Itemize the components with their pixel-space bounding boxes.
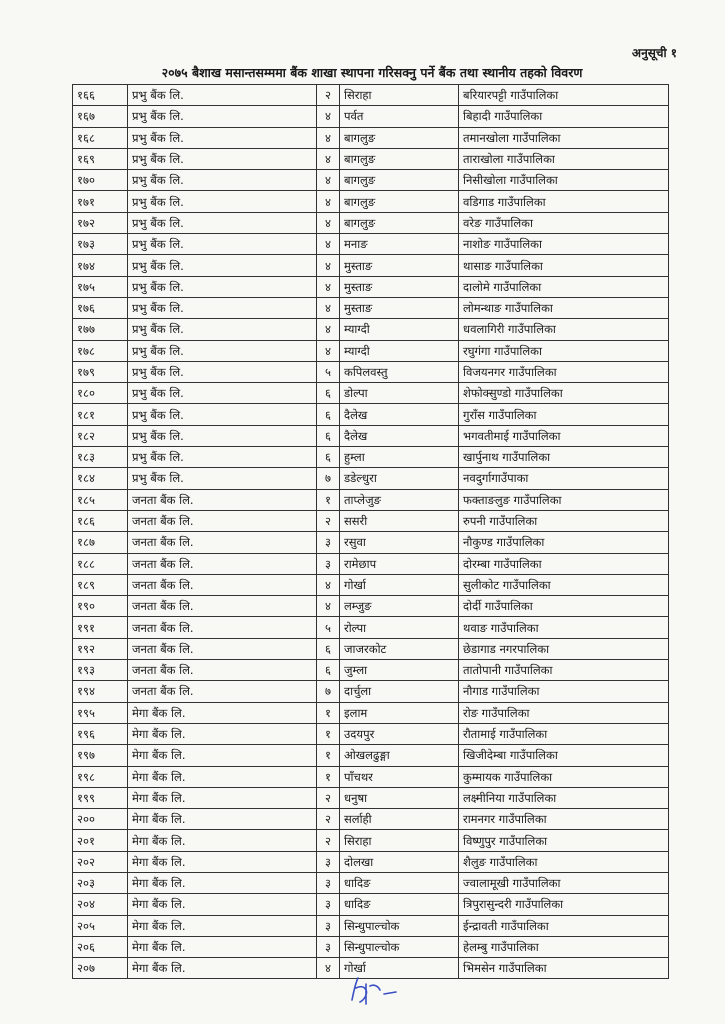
table-row <box>73 85 669 106</box>
table-row <box>73 191 669 212</box>
province-number-cell: ४ <box>317 255 340 276</box>
province-number-cell: ४ <box>317 191 340 212</box>
province-number-cell: ४ <box>317 212 340 233</box>
province-number-cell: ४ <box>317 106 340 127</box>
bank-name-cell: प्रभु बैंक लि. <box>128 255 317 276</box>
table-row <box>73 574 669 595</box>
local-level-cell: फक्ताङलुङ गाउँपालिका <box>459 489 669 510</box>
bank-name-cell: प्रभु बैंक लि. <box>128 276 317 297</box>
bank-name-cell: प्रभु बैंक लि. <box>128 319 317 340</box>
serial-number-cell: १८२ <box>73 425 128 446</box>
province-number-cell: १ <box>317 745 340 766</box>
bank-name-cell: प्रभु बैंक लि. <box>128 383 317 404</box>
district-cell: जाजरकोट <box>340 638 459 659</box>
bank-name-cell: मेगा बैंक लि. <box>128 851 317 872</box>
bank-name-cell: मेगा बैंक लि. <box>128 702 317 723</box>
serial-number-cell: २०७ <box>73 958 128 979</box>
local-level-cell: वरेङ गाउँपालिका <box>459 212 669 233</box>
table-row <box>73 489 669 510</box>
table-row <box>73 170 669 191</box>
province-number-cell: ७ <box>317 681 340 702</box>
serial-number-cell: १९९ <box>73 787 128 808</box>
district-cell: बागलुङ <box>340 148 459 169</box>
table-row <box>73 596 669 617</box>
local-level-cell: दोरम्बा गाउँपालिका <box>459 553 669 574</box>
local-level-cell: त्रिपुरासुन्दरी गाउँपालिका <box>459 894 669 915</box>
province-number-cell: २ <box>317 510 340 531</box>
serial-number-cell: १८४ <box>73 468 128 489</box>
table-row <box>73 723 669 744</box>
serial-number-cell: १७२ <box>73 212 128 233</box>
district-cell: धादिङ <box>340 872 459 893</box>
bank-name-cell: जनता बैंक लि. <box>128 574 317 595</box>
local-level-cell: रघुगंगा गाउँपालिका <box>459 340 669 361</box>
local-level-cell: तातोपानी गाउँपालिका <box>459 660 669 681</box>
district-cell: ओखलढुङ्गा <box>340 745 459 766</box>
bank-name-cell: मेगा बैंक लि. <box>128 915 317 936</box>
province-number-cell: ४ <box>317 234 340 255</box>
bank-name-cell: मेगा बैंक लि. <box>128 745 317 766</box>
serial-number-cell: १७० <box>73 170 128 191</box>
district-cell: मनाङ <box>340 234 459 255</box>
local-level-cell: ज्वालामूखी गाउँपालिका <box>459 872 669 893</box>
serial-number-cell: २०२ <box>73 851 128 872</box>
serial-number-cell: १६७ <box>73 106 128 127</box>
table-row <box>73 745 669 766</box>
province-number-cell: ४ <box>317 596 340 617</box>
serial-number-cell: १९० <box>73 596 128 617</box>
province-number-cell: ६ <box>317 447 340 468</box>
district-cell: बागलुङ <box>340 127 459 148</box>
district-cell: धनुषा <box>340 787 459 808</box>
table-row <box>73 830 669 851</box>
table-row <box>73 319 669 340</box>
district-cell: रसुवा <box>340 532 459 553</box>
province-number-cell: २ <box>317 809 340 830</box>
table-row <box>73 127 669 148</box>
bank-name-cell: प्रभु बैंक लि. <box>128 404 317 425</box>
district-cell: गोर्खा <box>340 958 459 979</box>
table-row <box>73 425 669 446</box>
local-level-cell: रोङ गाउँपालिका <box>459 702 669 723</box>
bank-name-cell: मेगा बैंक लि. <box>128 830 317 851</box>
district-cell: डडेल्धुरा <box>340 468 459 489</box>
district-cell: डोल्पा <box>340 383 459 404</box>
local-level-cell: नौकुण्ड गाउँपालिका <box>459 532 669 553</box>
bank-name-cell: मेगा बैंक लि. <box>128 872 317 893</box>
bank-name-cell: मेगा बैंक लि. <box>128 809 317 830</box>
bank-name-cell: प्रभु बैंक लि. <box>128 361 317 382</box>
province-number-cell: ४ <box>317 148 340 169</box>
district-cell: मुस्ताङ <box>340 255 459 276</box>
province-number-cell: ४ <box>317 297 340 318</box>
table-row <box>73 297 669 318</box>
annex-label: अनुसूची १ <box>631 46 677 60</box>
province-number-cell: १ <box>317 723 340 744</box>
local-level-cell: ताराखोला गाउँपालिका <box>459 148 669 169</box>
table-row <box>73 148 669 169</box>
serial-number-cell: १७८ <box>73 340 128 361</box>
table-row <box>73 468 669 489</box>
local-level-cell: लोमन्थाङ गाउँपालिका <box>459 297 669 318</box>
local-level-cell: शैलुङ गाउँपालिका <box>459 851 669 872</box>
district-cell: सिराहा <box>340 85 459 106</box>
province-number-cell: ७ <box>317 468 340 489</box>
district-cell: धादिङ <box>340 894 459 915</box>
district-cell: उदयपुर <box>340 723 459 744</box>
local-level-cell: दालोमे गाउँपालिका <box>459 276 669 297</box>
bank-name-cell: प्रभु बैंक लि. <box>128 106 317 127</box>
serial-number-cell: १८५ <box>73 489 128 510</box>
local-level-cell: रुपनी गाउँपालिका <box>459 510 669 531</box>
district-cell: बागलुङ <box>340 191 459 212</box>
document-title: २०७५ बैशाख मसान्तसम्ममा बैंक शाखा स्थापना गरिसक्नु पर्ने बैंक तथा स्थानीय तहको विवरण <box>161 65 583 80</box>
local-level-cell: खार्पुनाथ गाउँपालिका <box>459 447 669 468</box>
serial-number-cell: १६८ <box>73 127 128 148</box>
district-cell: कपिलवस्तु <box>340 361 459 382</box>
local-level-cell: नवदुर्गागाउँपाका <box>459 468 669 489</box>
district-cell: बागलुङ <box>340 212 459 233</box>
table-row <box>73 638 669 659</box>
local-level-cell: नाशोङ गाउँपालिका <box>459 234 669 255</box>
local-level-cell: सुलीकोट गाउँपालिका <box>459 574 669 595</box>
serial-number-cell: १७६ <box>73 297 128 318</box>
district-cell: लम्जुङ <box>340 596 459 617</box>
local-level-cell: विष्णुपुर गाउँपालिका <box>459 830 669 851</box>
table-row <box>73 809 669 830</box>
bank-name-cell: जनता बैंक लि. <box>128 489 317 510</box>
serial-number-cell: १८१ <box>73 404 128 425</box>
local-level-cell: बरियारपट्टी गाउँपालिका <box>459 85 669 106</box>
serial-number-cell: १८० <box>73 383 128 404</box>
serial-number-cell: १७४ <box>73 255 128 276</box>
bank-name-cell: प्रभु बैंक लि. <box>128 468 317 489</box>
district-cell: इलाम <box>340 702 459 723</box>
local-level-cell: विजयनगर गाउँपालिका <box>459 361 669 382</box>
table-row <box>73 787 669 808</box>
district-cell: हुम्ला <box>340 447 459 468</box>
bank-name-cell: प्रभु बैंक लि. <box>128 148 317 169</box>
district-cell: जुम्ला <box>340 660 459 681</box>
table-row <box>73 340 669 361</box>
province-number-cell: ३ <box>317 894 340 915</box>
bank-name-cell: मेगा बैंक लि. <box>128 958 317 979</box>
local-level-cell: शेफोक्सुण्डो गाउँपालिका <box>459 383 669 404</box>
local-level-cell: कुम्मायक गाउँपालिका <box>459 766 669 787</box>
district-cell: ताप्लेजुङ <box>340 489 459 510</box>
serial-number-cell: १७१ <box>73 191 128 212</box>
bank-name-cell: प्रभु बैंक लि. <box>128 425 317 446</box>
district-cell: सिराहा <box>340 830 459 851</box>
local-level-cell: रामनगर गाउँपालिका <box>459 809 669 830</box>
serial-number-cell: १७३ <box>73 234 128 255</box>
serial-number-cell: १७७ <box>73 319 128 340</box>
province-number-cell: ६ <box>317 638 340 659</box>
serial-number-cell: १९५ <box>73 702 128 723</box>
signature-mark <box>344 974 404 1008</box>
district-cell: दार्चुला <box>340 681 459 702</box>
local-level-cell: नौगाड गाउँपालिका <box>459 681 669 702</box>
bank-name-cell: प्रभु बैंक लि. <box>128 234 317 255</box>
serial-number-cell: १९७ <box>73 745 128 766</box>
district-cell: मुस्ताङ <box>340 276 459 297</box>
district-cell: बागलुङ <box>340 170 459 191</box>
table-row <box>73 872 669 893</box>
district-cell: रोल्पा <box>340 617 459 638</box>
bank-name-cell: जनता बैंक लि. <box>128 617 317 638</box>
province-number-cell: २ <box>317 787 340 808</box>
local-level-cell: खिजीदेम्बा गाउँपालिका <box>459 745 669 766</box>
bank-name-cell: जनता बैंक लि. <box>128 638 317 659</box>
serial-number-cell: २०४ <box>73 894 128 915</box>
serial-number-cell: १९२ <box>73 638 128 659</box>
table-row <box>73 404 669 425</box>
district-cell: सर्लाही <box>340 809 459 830</box>
serial-number-cell: २०६ <box>73 936 128 957</box>
province-number-cell: ४ <box>317 574 340 595</box>
province-number-cell: ३ <box>317 553 340 574</box>
serial-number-cell: १७५ <box>73 276 128 297</box>
table-row <box>73 851 669 872</box>
province-number-cell: ६ <box>317 660 340 681</box>
bank-name-cell: जनता बैंक लि. <box>128 660 317 681</box>
bank-name-cell: मेगा बैंक लि. <box>128 894 317 915</box>
district-cell: सिन्धुपाल्चोक <box>340 936 459 957</box>
province-number-cell: ४ <box>317 127 340 148</box>
local-level-cell: हेलम्बु गाउँपालिका <box>459 936 669 957</box>
district-cell: दैलेख <box>340 425 459 446</box>
district-cell: पर्वत <box>340 106 459 127</box>
serial-number-cell: १८८ <box>73 553 128 574</box>
table-row <box>73 894 669 915</box>
province-number-cell: २ <box>317 830 340 851</box>
province-number-cell: ३ <box>317 872 340 893</box>
bank-name-cell: प्रभु बैंक लि. <box>128 127 317 148</box>
table-row <box>73 106 669 127</box>
local-level-cell: भगवतीमाई गाउँपालिका <box>459 425 669 446</box>
bank-name-cell: मेगा बैंक लि. <box>128 766 317 787</box>
local-level-cell: वडिगाड गाउँपालिका <box>459 191 669 212</box>
serial-number-cell: १९६ <box>73 723 128 744</box>
table-row <box>73 936 669 957</box>
table-row <box>73 532 669 553</box>
table-row <box>73 617 669 638</box>
local-level-cell: छेडागाड नगरपालिका <box>459 638 669 659</box>
province-number-cell: ५ <box>317 361 340 382</box>
serial-number-cell: २०० <box>73 809 128 830</box>
serial-number-cell: १९३ <box>73 660 128 681</box>
district-cell: दैलेख <box>340 404 459 425</box>
local-level-cell: धवलागिरी गाउँपालिका <box>459 319 669 340</box>
local-level-cell: थवाङ गाउँपालिका <box>459 617 669 638</box>
local-level-cell: रौतामाई गाउँपालिका <box>459 723 669 744</box>
serial-number-cell: १८६ <box>73 510 128 531</box>
serial-number-cell: १६६ <box>73 85 128 106</box>
table-row <box>73 383 669 404</box>
district-cell: रामेछाप <box>340 553 459 574</box>
district-cell: गोर्खा <box>340 574 459 595</box>
local-level-cell: भिमसेन गाउँपालिका <box>459 958 669 979</box>
bank-name-cell: प्रभु बैंक लि. <box>128 340 317 361</box>
bank-name-cell: जनता बैंक लि. <box>128 532 317 553</box>
bank-name-cell: प्रभु बैंक लि. <box>128 447 317 468</box>
local-level-cell: ईन्द्रावती गाउँपालिका <box>459 915 669 936</box>
province-number-cell: ५ <box>317 617 340 638</box>
province-number-cell: ६ <box>317 425 340 446</box>
province-number-cell: ६ <box>317 383 340 404</box>
province-number-cell: ३ <box>317 532 340 553</box>
district-cell: दोलखा <box>340 851 459 872</box>
branch-table <box>72 84 669 979</box>
table-row <box>73 276 669 297</box>
table-row <box>73 447 669 468</box>
district-cell: पाँचथर <box>340 766 459 787</box>
bank-name-cell: जनता बैंक लि. <box>128 553 317 574</box>
table-row <box>73 212 669 233</box>
serial-number-cell: १८९ <box>73 574 128 595</box>
serial-number-cell: २०३ <box>73 872 128 893</box>
province-number-cell: ३ <box>317 851 340 872</box>
province-number-cell: १ <box>317 766 340 787</box>
province-number-cell: २ <box>317 85 340 106</box>
local-level-cell: तमानखोला गाउँपालिका <box>459 127 669 148</box>
local-level-cell: दोर्दी गाउँपालिका <box>459 596 669 617</box>
province-number-cell: ४ <box>317 340 340 361</box>
table-row <box>73 255 669 276</box>
serial-number-cell: १६९ <box>73 148 128 169</box>
bank-name-cell: जनता बैंक लि. <box>128 596 317 617</box>
province-number-cell: ४ <box>317 276 340 297</box>
bank-name-cell: मेगा बैंक लि. <box>128 936 317 957</box>
serial-number-cell: १८७ <box>73 532 128 553</box>
serial-number-cell: २०५ <box>73 915 128 936</box>
bank-name-cell: प्रभु बैंक लि. <box>128 85 317 106</box>
bank-name-cell: प्रभु बैंक लि. <box>128 191 317 212</box>
local-level-cell: बिहादी गाउँपालिका <box>459 106 669 127</box>
table-row <box>73 234 669 255</box>
bank-name-cell: प्रभु बैंक लि. <box>128 212 317 233</box>
bank-name-cell: मेगा बैंक लि. <box>128 723 317 744</box>
province-number-cell: ४ <box>317 319 340 340</box>
province-number-cell: ४ <box>317 958 340 979</box>
district-cell: म्याग्दी <box>340 319 459 340</box>
table-row <box>73 766 669 787</box>
table-row <box>73 702 669 723</box>
local-level-cell: गुराँस गाउँपालिका <box>459 404 669 425</box>
table-row <box>73 510 669 531</box>
district-cell: ससरी <box>340 510 459 531</box>
serial-number-cell: १९१ <box>73 617 128 638</box>
district-cell: सिन्धुपाल्चोक <box>340 915 459 936</box>
table-row <box>73 681 669 702</box>
table-body <box>73 85 669 979</box>
serial-number-cell: १८३ <box>73 447 128 468</box>
province-number-cell: ६ <box>317 404 340 425</box>
table-row <box>73 660 669 681</box>
province-number-cell: ४ <box>317 170 340 191</box>
district-cell: मुस्ताङ <box>340 297 459 318</box>
bank-name-cell: जनता बैंक लि. <box>128 681 317 702</box>
province-number-cell: १ <box>317 702 340 723</box>
table-row <box>73 915 669 936</box>
province-number-cell: ३ <box>317 915 340 936</box>
province-number-cell: १ <box>317 489 340 510</box>
bank-name-cell: प्रभु बैंक लि. <box>128 297 317 318</box>
local-level-cell: निसीखोला गाउँपालिका <box>459 170 669 191</box>
serial-number-cell: २०१ <box>73 830 128 851</box>
bank-name-cell: मेगा बैंक लि. <box>128 787 317 808</box>
bank-name-cell: जनता बैंक लि. <box>128 510 317 531</box>
local-level-cell: लक्ष्मीनिया गाउँपालिका <box>459 787 669 808</box>
district-cell: म्याग्दी <box>340 340 459 361</box>
table-row <box>73 361 669 382</box>
province-number-cell: ३ <box>317 936 340 957</box>
serial-number-cell: १९८ <box>73 766 128 787</box>
serial-number-cell: १९४ <box>73 681 128 702</box>
local-level-cell: थासाङ गाउँपालिका <box>459 255 669 276</box>
bank-name-cell: प्रभु बैंक लि. <box>128 170 317 191</box>
serial-number-cell: १७९ <box>73 361 128 382</box>
table-row <box>73 553 669 574</box>
